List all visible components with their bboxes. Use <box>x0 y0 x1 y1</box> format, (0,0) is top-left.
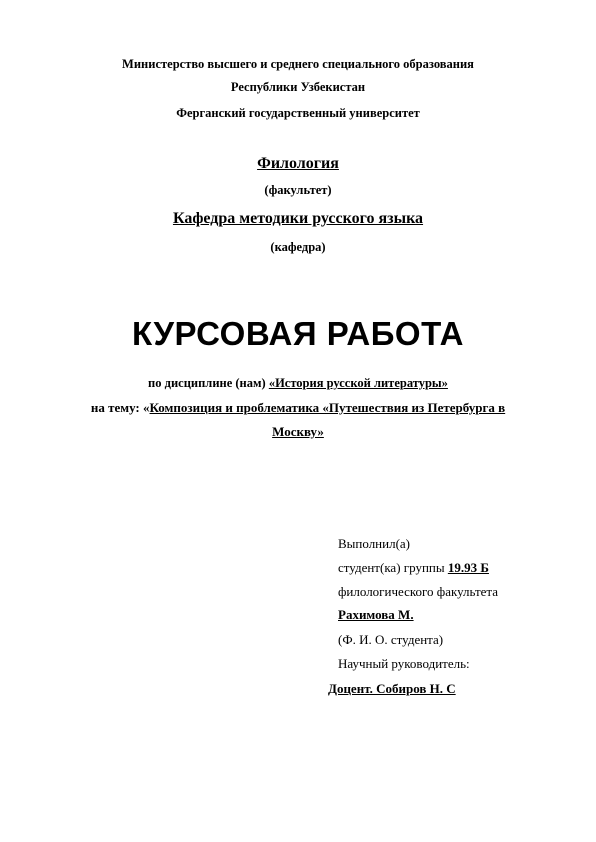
discipline-prefix: по дисциплине (нам) <box>148 376 269 390</box>
name-caption: (Ф. И. О. студента) <box>338 632 444 647</box>
group-prefix: студент(ка) группы <box>338 560 448 575</box>
faculty-line: филологического факультета <box>338 584 499 599</box>
republic-heading: Республики Узбекистан <box>230 80 366 94</box>
faculty-name-text: Филология <box>257 155 339 172</box>
student-name: Рахимова М. <box>338 607 414 622</box>
topic-line-2 <box>0 424 596 440</box>
ministry-heading: Министерство высшего и среднего специального образования <box>122 57 474 71</box>
university-heading: Ферганский государственный университет <box>176 106 420 120</box>
faculty-caption: (факультет) <box>264 183 332 197</box>
discipline-name: «История русской литературы» <box>268 376 448 390</box>
topic-prefix: на тему: « <box>90 400 150 415</box>
faculty-name <box>0 155 596 173</box>
supervisor-name: Доцент. Собиров Н. С <box>328 681 456 696</box>
topic-text-2: Москву» <box>272 424 324 439</box>
department-name <box>0 210 596 228</box>
group-line <box>338 560 489 576</box>
document-title: КУРСОВАЯ РАБОТА <box>131 315 464 352</box>
topic-text-1: Композиция и проблематика «Путешествия из Петербурга в <box>149 400 506 415</box>
department-name-text: Кафедра методики русского языка <box>172 210 424 227</box>
topic-line-1 <box>0 400 596 416</box>
supervisor-label: Научный руководитель: <box>338 656 470 671</box>
discipline-line <box>0 376 596 391</box>
performed-label: Выполнил(а) <box>338 536 411 551</box>
group-number: 19.93 Б <box>447 560 489 575</box>
department-caption: (кафедра) <box>270 240 326 254</box>
